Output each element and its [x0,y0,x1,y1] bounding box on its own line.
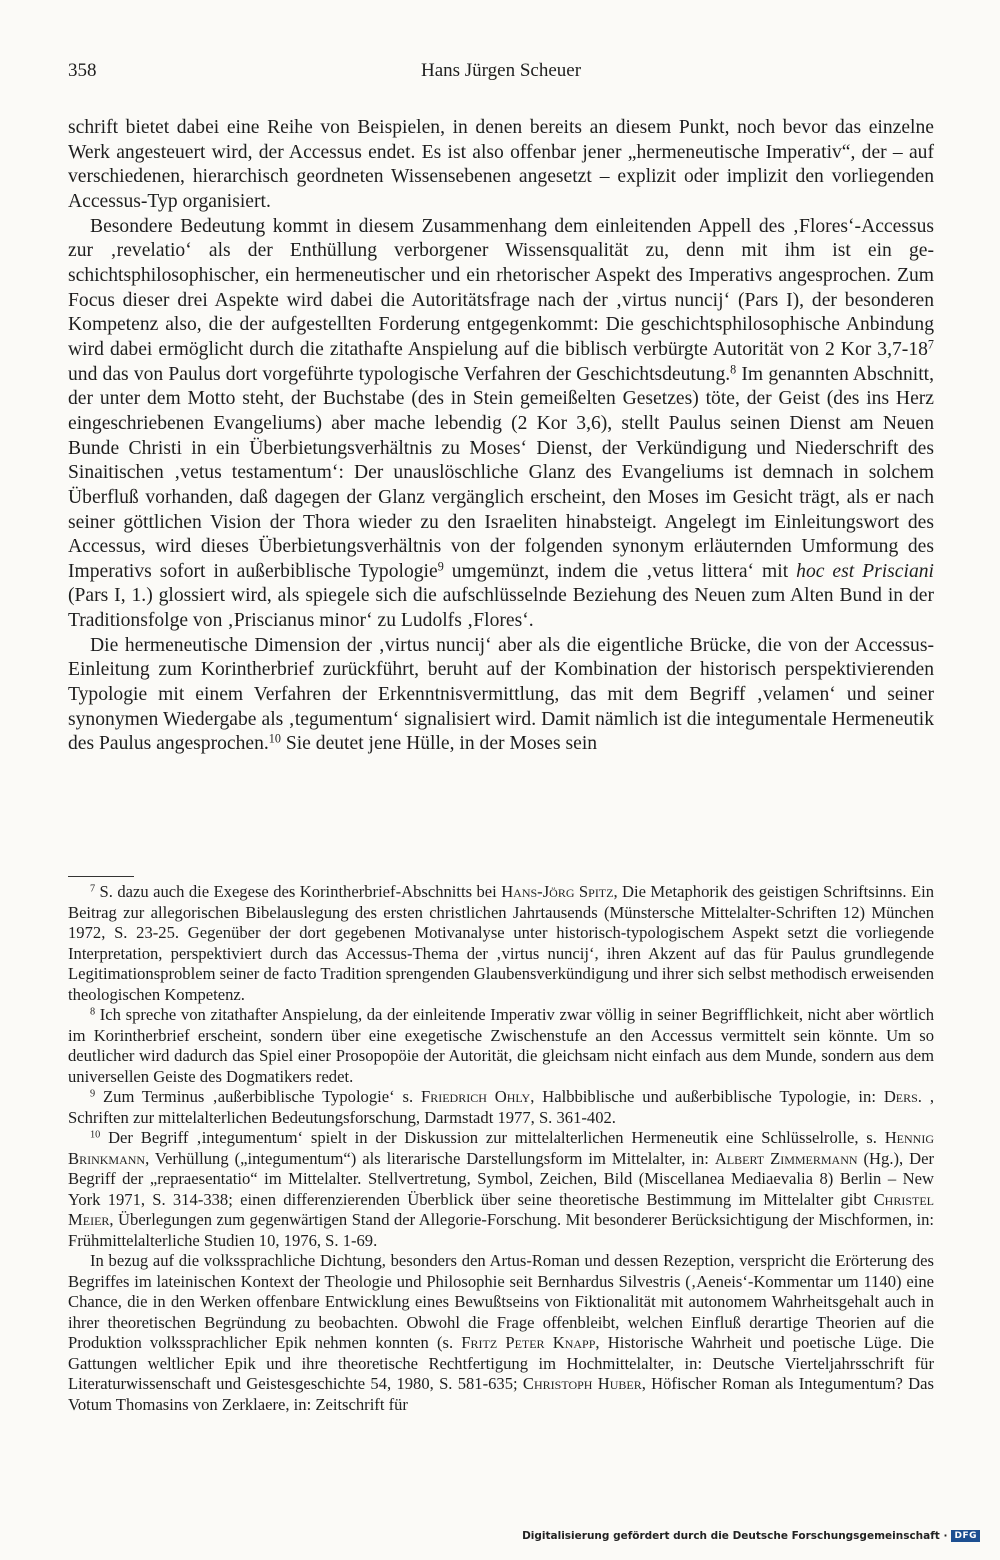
footnote-10-number: 10 [90,1129,101,1141]
footnote-9 [68,1087,934,1128]
footnote-10-author-1: Hennig Brinkmann [68,1128,934,1168]
page-header [68,60,934,86]
footnote-ref-7: 7 [927,337,934,352]
digitization-note: Digitalisierung gefördert durch die Deutsche Forschungsgemeinschaft · [522,1530,948,1542]
footnote-10-continuation [68,1251,934,1415]
body-text [68,116,934,757]
footnote-10-text-c: (Hg.), Der Begriff der „repraesentatio“ im Mittelalter. Stellvertretung, Symbol, Zeichen, Bild (Miscellanea Mediaevalia 8) Berlin – New York 1971, S. 314-338; einen differenzierenden Überblick über seine theoretische Bestimmung im Mittelalter gibt [68,1148,934,1209]
paragraph-2-text-a: Besondere Bedeutung kommt in diesem Zusammenhang dem einleitenden Appell des ‚Flores‘-Accessus zur ‚revelatio‘ als der Enthüllung verborgener Wissensqualität zu, denn mit ihm ist ein geschichtsphilosophischer, ein hermeneutischer und ein rhetorischer Aspekt des Imperativs angesprochen. Zum Focus dieser drei Aspekte wird dabei die Autoritätsfrage nach der ‚virtus nuncij‘ (Pars I), der besonderen Kompetenz also, die der aufgestellten Forderung entgegenkommt: Die geschichtsphilosophische Anbindung wird dabei ermöglicht durch die zitathafte Anspielung auf die biblisch verbürgte Autorität von 2 Kor 3,7-18 [68,215,934,360]
paragraph-2-italic: hoc est Prisciani [796,560,934,582]
footnote-10-text-d: , Überlegungen zum gegenwärtigen Stand der Allegorie-Forschung. Mit besonderer Berücksichtigung der Mischformen, in: Frühmittelalterliche Studien 10, 1976, S. 1-69. [68,1210,934,1250]
footnote-10-p2-text-a: In bezug auf die volkssprachliche Dichtung, besonders den Artus-Roman und dessen Rezeption, verspricht die Erörterung des Begriffes im lateinischen Kontext der Theologie und Philosophie seit Bernhardus Silvestris (‚Aeneis‘-Kommentar um 1140) eine Chance, die in den Werken offenbare Entwicklung eines Bewußtseins von Fiktionalität mit autonomem Wahrheitsgehalt auch in ihrer theoretischen Begründung zu beobachten. Obwohl die Frage offenbleibt, welchen Einfluß derartige Theorien auf die Produktion volkssprachlicher Epik nehmen konnten (s. [68,1251,934,1352]
footnote-7-text-a: S. dazu auch die Exegese des Korintherbrief-Abschnitts bei [95,882,502,901]
paragraph-3-text-a: Die hermeneutische Dimension der ‚virtus nuncij‘ aber als die eigentliche Brücke, die von der Accessus-Einleitung zum Korintherbrief zurückführt, beruht auf der Kombination der historisch perspektivierenden Typologie mit einem Verfahren der Erkenntnisvermittlung, das mit dem Begriff ‚velamen‘ und seiner synonymen Wiedergabe als ‚tegumentum‘ signalisiert wird. Damit nämlich ist die integumentale Hermeneutik des Paulus angesprochen. [68,634,934,755]
footnotes [68,882,934,1415]
page-number: 358 [68,60,97,81]
paragraph-1-text: schrift bietet dabei eine Reihe von Beispielen, in denen bereits an diesem Punkt, noch bevor das einzelne Werk angesteuert wird, der Accessus endet. Es ist also offenbar jener „hermeneutische Imperativ“, der – auf verschiedenen, hierarchisch geordneten Wissensebenen angesetzt – explizit oder implizit den vorliegenden Accessus-Typ organisiert. [68,117,934,212]
footnote-7-author: Hans-Jörg Spitz [501,882,614,901]
footnote-8 [68,1005,934,1087]
paragraph-2-text-b: und das von Paulus dort vorgeführte typologische Verfahren der Geschichtsdeutung. [68,363,731,385]
footnote-ref-10: 10 [268,731,281,746]
footnote-10-author-4: Fritz Peter Knapp [461,1333,596,1352]
footnote-10-author-3: Christel Meier [68,1189,934,1229]
digitization-footer [522,1530,980,1542]
paragraph-2 [68,215,934,634]
footnote-7-text-b: , Die Metaphorik des geistigen Schriftsinns. Ein Beitrag zur allegorischen Bibelauslegung des ersten christlichen Jahrtausends (Münstersche Mittelalter-Schriften 12) München 1972, S. 23-25. Gegenüber der dort gegebenen Motivanalyse unter historisch-typologischem Aspekt setzt die vorliegende Interpretation, perspektiviert durch das Accessus-Thema der ‚virtus nuncij‘, ihren Akzent auf das für Paulus grundlegende Legitimationsproblem seiner de facto Tradition sprengenden Glaubensverkündigung und ihrer sich selbst methodisch erweisenden theologischen Kompetenz. [68,882,934,1004]
footnote-ref-9: 9 [437,559,444,574]
footnote-10-author-2: Albert Zimmermann [714,1148,858,1168]
paragraph-2-text-c: Im genannten Abschnitt, der unter dem Motto steht, der Buchstabe (des in Stein gemeißelten Gesetzes) töte, der Geist (des ins Herz eingeschriebenen Evangeliums) aber mache lebendig (2 Kor 3,6), stellt Paulus seinen Dienst am Neuen Bunde Christi in ein Überbietungsverhältnis zu Moses‘ Dienst, der Verkündigung und Niederschrift des Sinaitischen ‚vetus testamentum‘: Der unauslöschliche Glanz des Evangeliums ist demnach in solchem Überfluß vorhanden, daß dagegen der Glanz vergänglich erscheint, den Moses im Gesicht trägt, als er nach seiner göttlichen Vision der Thora wieder zu den Israeliten hinabsteigt. Angelegt im Einleitungswort des Accessus, wird dieses Überbietungsverhältnis von der folgenden synonym erläuternden Umformung des Imperativs sofort in außerbiblische Typologie [68,363,935,582]
footnote-10-p2-text-c: , Höfischer Roman als Integumentum? Das Votum Thomasins von Zerklaere, in: Zeitschrift für [68,1374,934,1414]
footnote-ref-8: 8 [730,361,737,376]
dfg-logo-icon: DFG [951,1530,980,1542]
footnote-10-text-a: Der Begriff ‚integumentum‘ spielt in der Diskussion zur mittelalterlichen Hermeneutik eine Schlüsselrolle, s. [100,1128,885,1147]
footnote-9-number: 9 [90,1088,96,1100]
footnote-9-text-b: , Halbbiblische und außerbiblische Typologie, in: [530,1087,884,1106]
paragraph-3-text-b: Sie deutet jene Hülle, in der Moses sein [280,733,598,755]
footnote-10 [68,1128,934,1251]
footnote-7 [68,882,934,1005]
footnote-9-ders: Ders. [883,1087,922,1106]
footnote-9-text-c: , Schriften zur mittelalterlichen Bedeutungsforschung, Darmstadt 1977, S. 361-402. [68,1087,934,1127]
footnote-8-number: 8 [90,1006,96,1018]
paragraph-1 [68,116,934,215]
footnote-7-number: 7 [90,883,96,895]
footnote-10-p2-text-b: , Historische Wahrheit und poetische Lüge. Die Gattungen weltlicher Epik und ihre theoretische Rechtfertigung im Hochmittelalter, in: Deutsche Vierteljahrsschrift für Literaturwissenschaft und Geistesgeschichte 54, 1980, S. 581-635; [68,1333,935,1393]
paragraph-2-text-e: (Pars I, 1.) glossiert wird, als spiegele sich die aufschlüsselnde Beziehung des Neuen zum Alten Bund in der Traditionsfolge von ‚Priscianus minor‘ zu Ludolfs ‚Flores‘. [68,585,934,632]
paragraph-2-text-d: umgemünzt, indem die ‚vetus littera‘ mit [443,560,797,582]
footnote-8-text: Ich spreche von zitathafter Anspielung, da der einleitende Imperativ zwar völlig in seiner Begrifflichkeit, nicht aber wörtlich im Korintherbrief erscheint, sondern über eine exegetische Zwischenstufe an den Accessus vermittelt sein könnte. Um so deutlicher wird dadurch das Spiel einer Prosopopöie der Autorität, die gleichsam nicht einfach aus dem Munde, sondern aus dem universellen Geiste des Dogmatikers redet. [68,1005,934,1086]
footnote-9-author: Friedrich Ohly [421,1087,531,1106]
footnote-10-text-b: , Verhüllung („integumentum“) als literarische Darstellungsform im Mittelalter, in: [145,1148,715,1168]
footnote-rule [68,876,134,877]
footnote-10-author-5: Christoph Huber [522,1374,642,1393]
footnote-9-text-a: Zum Terminus ‚außerbiblische Typologie‘ s. [95,1087,421,1106]
running-head: Hans Jürgen Scheuer [420,60,582,81]
paragraph-3 [68,634,934,757]
